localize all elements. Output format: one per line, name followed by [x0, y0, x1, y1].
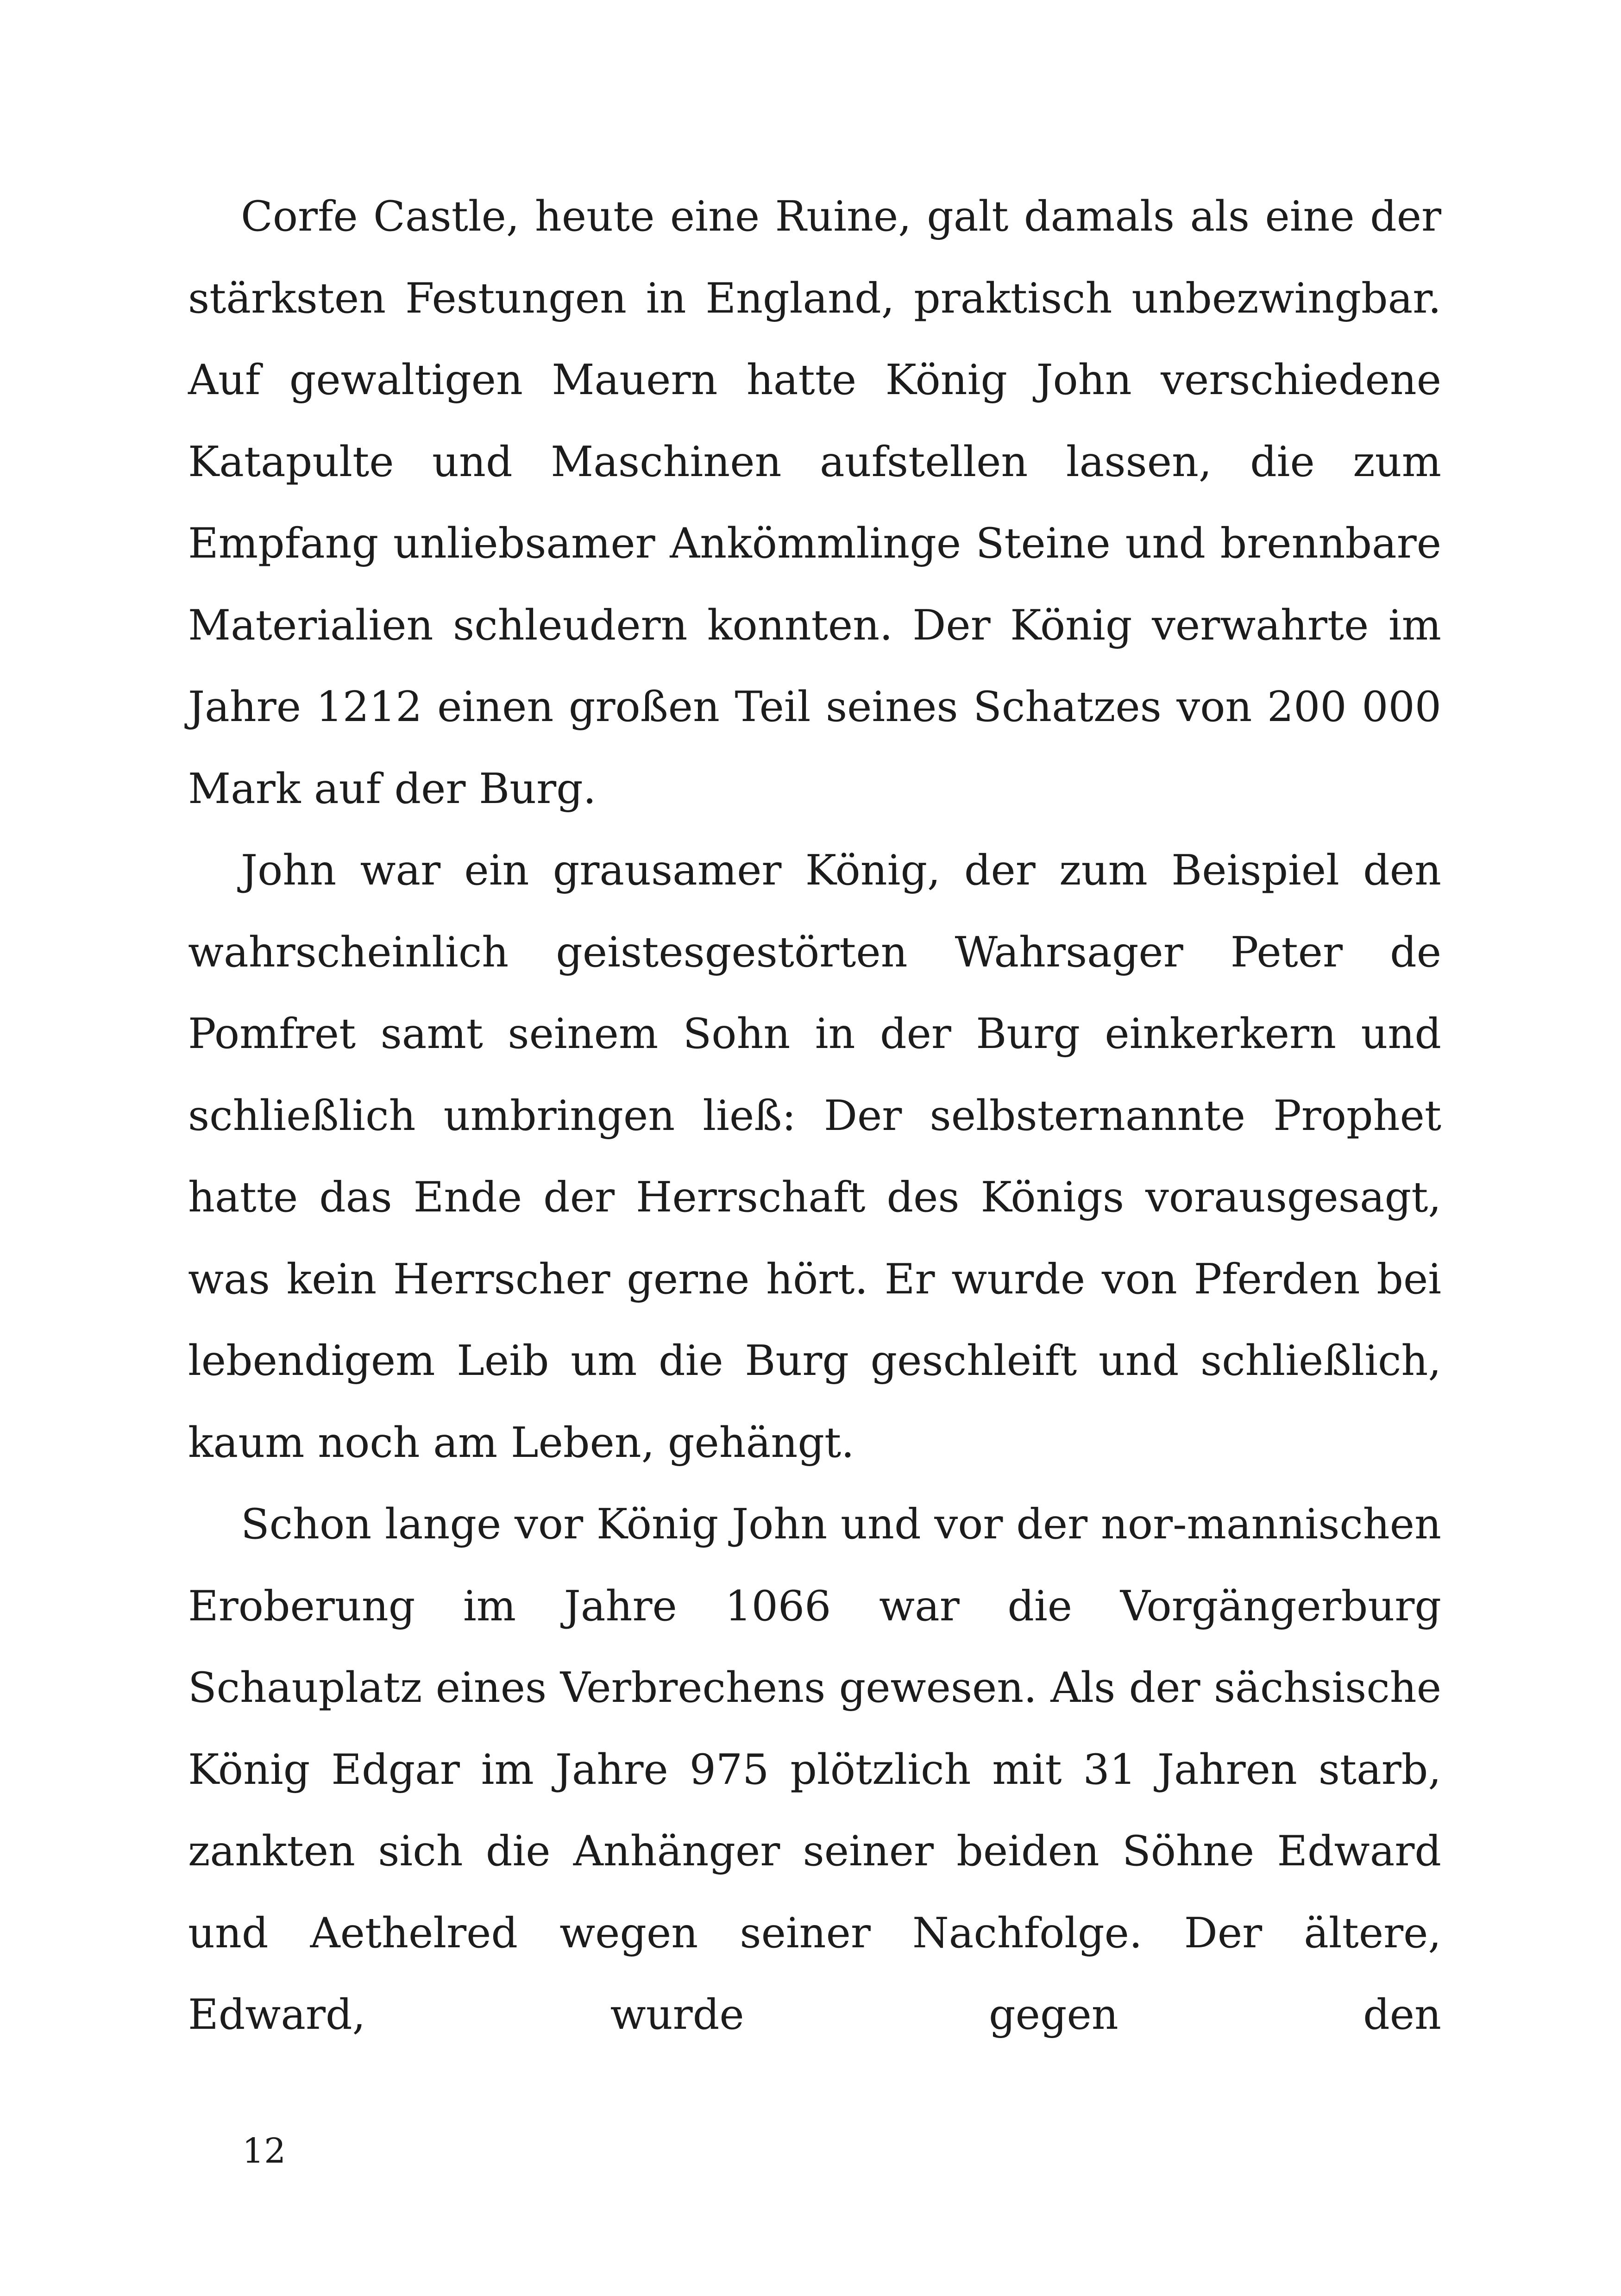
body-text: [188, 176, 1441, 2056]
paragraph-1: Corfe Castle, heute eine Ruine, galt damals als eine der stärksten Festungen in England, praktisch unbezwingbar. Auf gewaltigen Mauern hatte König John verschiedene Katapulte und Maschinen aufstellen lassen, die zum Empfang unliebsamer Ankömmlinge Steine und brennbare Materialien schleudern konnten. Der König verwahrte im Jahre 1212 einen großen Teil seines Schatzes von 200 000 Mark auf der Burg.: [188, 192, 1441, 813]
paragraph-3: Schon lange vor König John und vor der nor-mannischen Eroberung im Jahre 1066 war die Vorgängerburg Schauplatz eines Verbrechens gewesen. Als der sächsische König Edgar im Jahre 975 plötzlich mit 31 Jahren starb, zankten sich die Anhänger seiner beiden Söhne Edward und Aethelred wegen seiner Nachfolge. Der ältere, Edward, wurde gegen den: [188, 1500, 1441, 2039]
paragraph-2: John war ein grausamer König, der zum Beispiel den wahrscheinlich geistesgestörten Wahrsager Peter de Pomfret samt seinem Sohn in der Burg einkerkern und schließlich umbringen ließ: Der selbsternannte Prophet hatte das Ende der Herrschaft des Königs vorausgesagt, was kein Herrscher gerne hört. Er wurde von Pferden bei lebendigem Leib um die Burg geschleift und schließlich, kaum noch am Leben, gehängt.: [188, 846, 1441, 1467]
page-number: 12: [242, 2131, 286, 2171]
